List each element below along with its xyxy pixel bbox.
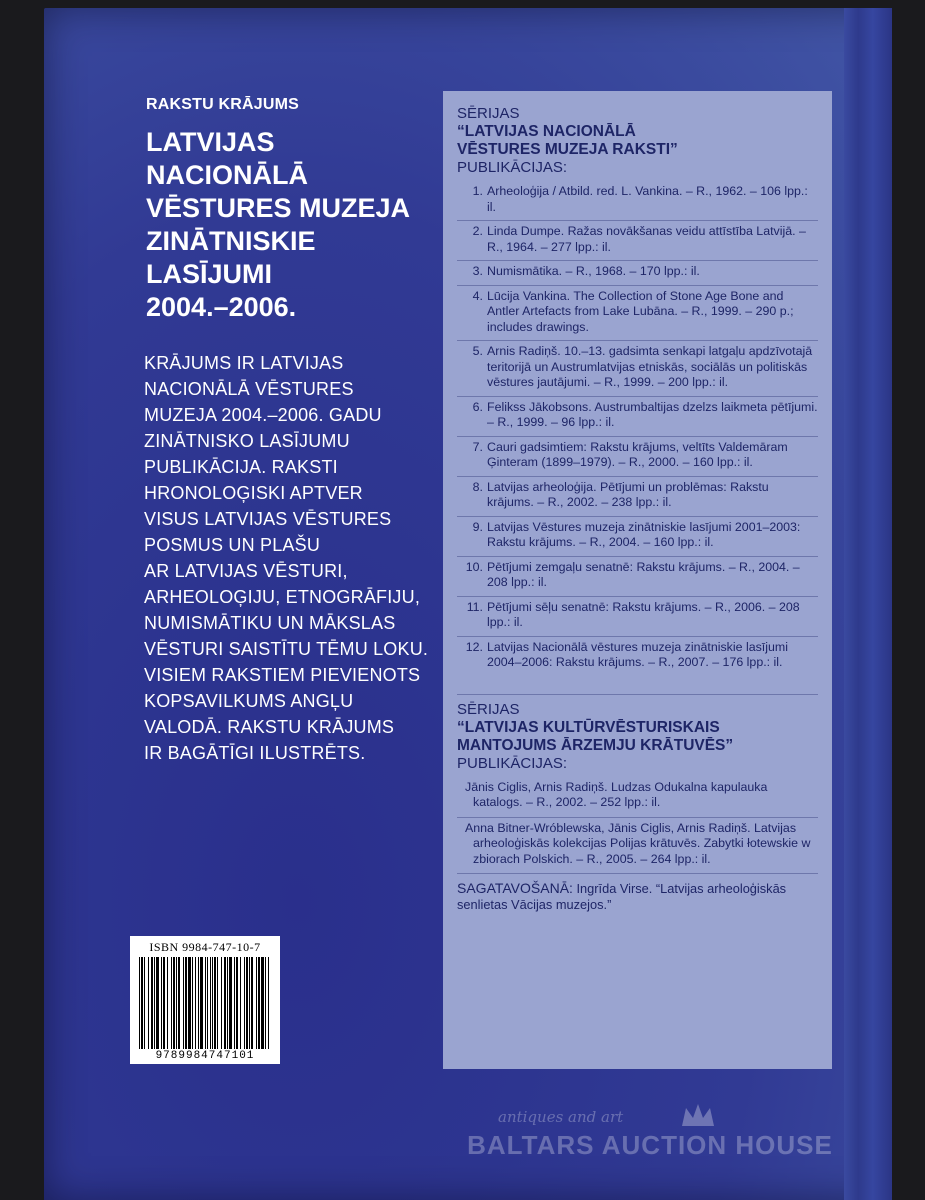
- item-text: Numismātika. – R., 1968. – 170 lpp.: il.: [487, 264, 700, 278]
- barcode-bar: [151, 957, 153, 1049]
- item-number: 12.: [465, 639, 483, 654]
- item-text: Latvijas Vēstures muzeja zinātniskie lasījumi 2001–2003: Rakstu krājums. – R., 2004. – 160 lpp.: il.: [487, 519, 801, 549]
- watermark: [450, 1108, 850, 1168]
- item-number: 7.: [472, 439, 483, 454]
- list-item: [457, 636, 818, 676]
- kicker-label: RAKSTU KRĀJUMS: [146, 96, 300, 113]
- barcode-bar: [214, 957, 216, 1049]
- item-text: Pētījumi sēļu senatnē: Rakstu krājums. – R., 2006. – 208 lpp.: il.: [487, 599, 800, 629]
- publications-label: PUBLIKĀCIJAS:: [457, 159, 568, 176]
- barcode-bar: [251, 957, 253, 1049]
- barcode-bar: [188, 957, 191, 1049]
- series-label: SĒRIJAS: [457, 700, 520, 718]
- list-item: [457, 596, 818, 636]
- barcode-bar: [236, 957, 238, 1049]
- barcode-bar: [240, 957, 241, 1049]
- list-item: [457, 396, 818, 436]
- publication-list: [457, 181, 818, 676]
- item-number: 10.: [465, 559, 483, 574]
- barcode-bar: [227, 957, 228, 1049]
- barcode-bar: [163, 957, 165, 1049]
- barcode-bar: [249, 957, 250, 1049]
- barcode-bar: [161, 957, 162, 1049]
- barcode-bar: [198, 957, 199, 1049]
- barcode-bar: [176, 957, 177, 1049]
- series-label: SĒRIJAS: [457, 105, 520, 122]
- item-number: 5.: [472, 344, 483, 358]
- item-text: Felikss Jākobsons. Austrumbaltijas dzelzs laikmeta pētījumi. – R., 1999. – 96 lpp.: il.: [487, 399, 818, 429]
- in-preparation: [457, 873, 818, 913]
- item-text: Pētījumi zemgaļu senatnē: Rakstu krājums. – R., 2004. – 208 lpp.: il.: [487, 559, 800, 589]
- series-title: “LATVIJAS NACIONĀLĀ VĒSTURES MUZEJA RAKSTI”: [457, 123, 678, 158]
- barcode-bar: [185, 957, 187, 1049]
- barcode-bar: [224, 957, 226, 1049]
- barcode-bar: [234, 957, 235, 1049]
- item-number: 2.: [472, 224, 483, 238]
- item-number: 6.: [472, 399, 483, 414]
- watermark-small-text: antiques and art: [498, 1108, 624, 1126]
- crown-icon: [678, 1100, 718, 1130]
- series2-block: [457, 694, 818, 874]
- barcode-bar: [205, 957, 206, 1049]
- barcode-bar: [246, 957, 248, 1049]
- barcode-bar: [258, 957, 260, 1049]
- barcode-bar: [183, 957, 184, 1049]
- item-text: Arnis Radiņš. 10.–13. gadsimta senkapi latgaļu apdzīvotajā teritorijā un Austrumlatvijas etniskās, sociālās un politiskās vēstures jautājumi. – R., 1999. – 200 lpp.: il.: [487, 344, 813, 389]
- barcode-bar: [192, 957, 193, 1049]
- item-text: Linda Dumpe. Ražas novākšanas veidu attīstība Latvijā. – R., 1964. – 277 lpp.: il.: [487, 224, 806, 254]
- barcode-bar: [144, 957, 145, 1049]
- barcode-bar: [229, 957, 232, 1049]
- item-text: Latvijas arheoloģija. Pētījumi un problēmas: Rakstu krājums. – R., 2002. – 238 lpp.: il.: [487, 479, 769, 509]
- barcode-bar: [221, 957, 222, 1049]
- book-back-cover: [44, 8, 892, 1200]
- barcode-bar: [256, 957, 257, 1049]
- barcode-bar: [141, 957, 143, 1049]
- list-item: [457, 556, 818, 596]
- barcode-bar: [207, 957, 208, 1049]
- item-text: Lūcija Vankina. The Collection of Stone Age Bone and Antler Artefacts from Lake Lubāna. – R., 1999. – 290 p.; includes drawings.: [487, 288, 794, 334]
- barcode-bar: [167, 957, 168, 1049]
- barcode-bar: [265, 957, 266, 1049]
- barcode-bar: [261, 957, 264, 1049]
- watermark-big-text: BALTARS AUCTION HOUSE: [467, 1130, 833, 1160]
- item-number: 1.: [472, 184, 483, 198]
- main-title: LATVIJAS NACIONĀLĀ VĒSTURES MUZEJA ZINĀTNISKIE LASĪJUMI 2004.–2006.: [146, 127, 411, 322]
- barcode-bar: [171, 957, 172, 1049]
- in-preparation-label: SAGATAVOŠANĀ:: [457, 880, 573, 896]
- barcode-bar: [195, 957, 196, 1049]
- publications-label: PUBLIKĀCIJAS:: [457, 754, 568, 772]
- barcode-bar: [156, 957, 159, 1049]
- in-preparation-text: Ingrīda Virse. “Latvijas arheoloģiskās senlietas Vācijas muzejos.”: [457, 881, 787, 912]
- publications-panel: [443, 91, 832, 1069]
- item-number: 11.: [466, 599, 483, 614]
- list-item: [457, 181, 818, 220]
- ean-text: 9789984747101: [155, 1050, 255, 1062]
- description: KRĀJUMS IR LATVIJAS NACIONĀLĀ VĒSTURES MUZEJA 2004.–2006. GADU ZINĀTNISKO LASĪJUMU PUBLIKĀCIJA. RAKSTI HRONOLOĢISKI APTVER VISUS LATVIJAS VĒSTURES POSMUS UN PLAŠU AR LATVIJAS VĒSTURI, ARHEOLOĢIJU, ETNOGRĀFIJU, NUMISMĀTIKU UN MĀKSLAS VĒSTURI SAISTĪTU TĒMU LOKU. VISIEM RAKSTIEM PIEVIENOTS KOPSAVILKUMS ANGĻU VALODĀ. RAKSTU KRĀJUMS IR BAGĀTĪGI ILUSTRĒTS.: [144, 353, 429, 763]
- barcode-bar: [268, 957, 269, 1049]
- item-number: 3.: [472, 264, 483, 278]
- item-text: Cauri gadsimtiem: Rakstu krājums, veltīts Valdemāram Ģinteram (1899–1979). – R., 2000. – 160 lpp.: il.: [487, 439, 788, 469]
- item-number: 8.: [472, 479, 483, 494]
- series-title: “LATVIJAS KULTŪRVĒSTURISKAIS MANTOJUMS ĀRZEMJU KRĀTUVĒS”: [457, 718, 734, 754]
- list-item: Jānis Ciglis, Arnis Radiņš. Ludzas Odukalna kapulauka katalogs. – R., 2002. – 252 lpp.: il.: [465, 779, 768, 809]
- item-text: Latvijas Nacionālā vēstures muzeja zinātniskie lasījumi 2004–2006: Rakstu krājums. – R., 2007. – 176 lpp.: il.: [487, 639, 788, 669]
- barcode-bar: [217, 957, 218, 1049]
- barcode-bar: [178, 957, 180, 1049]
- isbn-barcode: [130, 936, 280, 1064]
- list-item: [457, 285, 818, 341]
- barcode-bar: [212, 957, 213, 1049]
- publication-list: [457, 777, 818, 874]
- barcode-bar: [200, 957, 203, 1049]
- list-item: [457, 436, 818, 476]
- list-item: [457, 340, 818, 396]
- list-item: [457, 260, 818, 285]
- barcode-bar: [210, 957, 211, 1049]
- cover-left-text: [144, 96, 444, 766]
- list-item: Anna Bitner-Wróblewska, Jānis Ciglis, Arnis Radiņš. Latvijas arheoloģiskās kolekcijas Polijas krātuvēs. Zabytki łotewskie w zbiorach Polskich. – R., 2005. – 264 lpp.: il.: [457, 817, 818, 874]
- item-number: 4.: [472, 288, 483, 303]
- barcode-bar: [154, 957, 155, 1049]
- list-item: [457, 516, 818, 556]
- barcode-bar: [148, 957, 149, 1049]
- isbn-text: ISBN 9984-747-10-7: [149, 940, 261, 954]
- list-item: [457, 220, 818, 260]
- list-item: [457, 476, 818, 516]
- barcode-bar: [173, 957, 175, 1049]
- item-text: Arheoloģija / Atbild. red. L. Vankina. – R., 1962. – 106 lpp.: il.: [487, 184, 808, 214]
- book-spine: [844, 8, 892, 1200]
- barcode-bar: [244, 957, 245, 1049]
- barcode-bar: [139, 957, 140, 1049]
- item-number: 9.: [472, 519, 483, 534]
- barcode-icon: [136, 957, 274, 1049]
